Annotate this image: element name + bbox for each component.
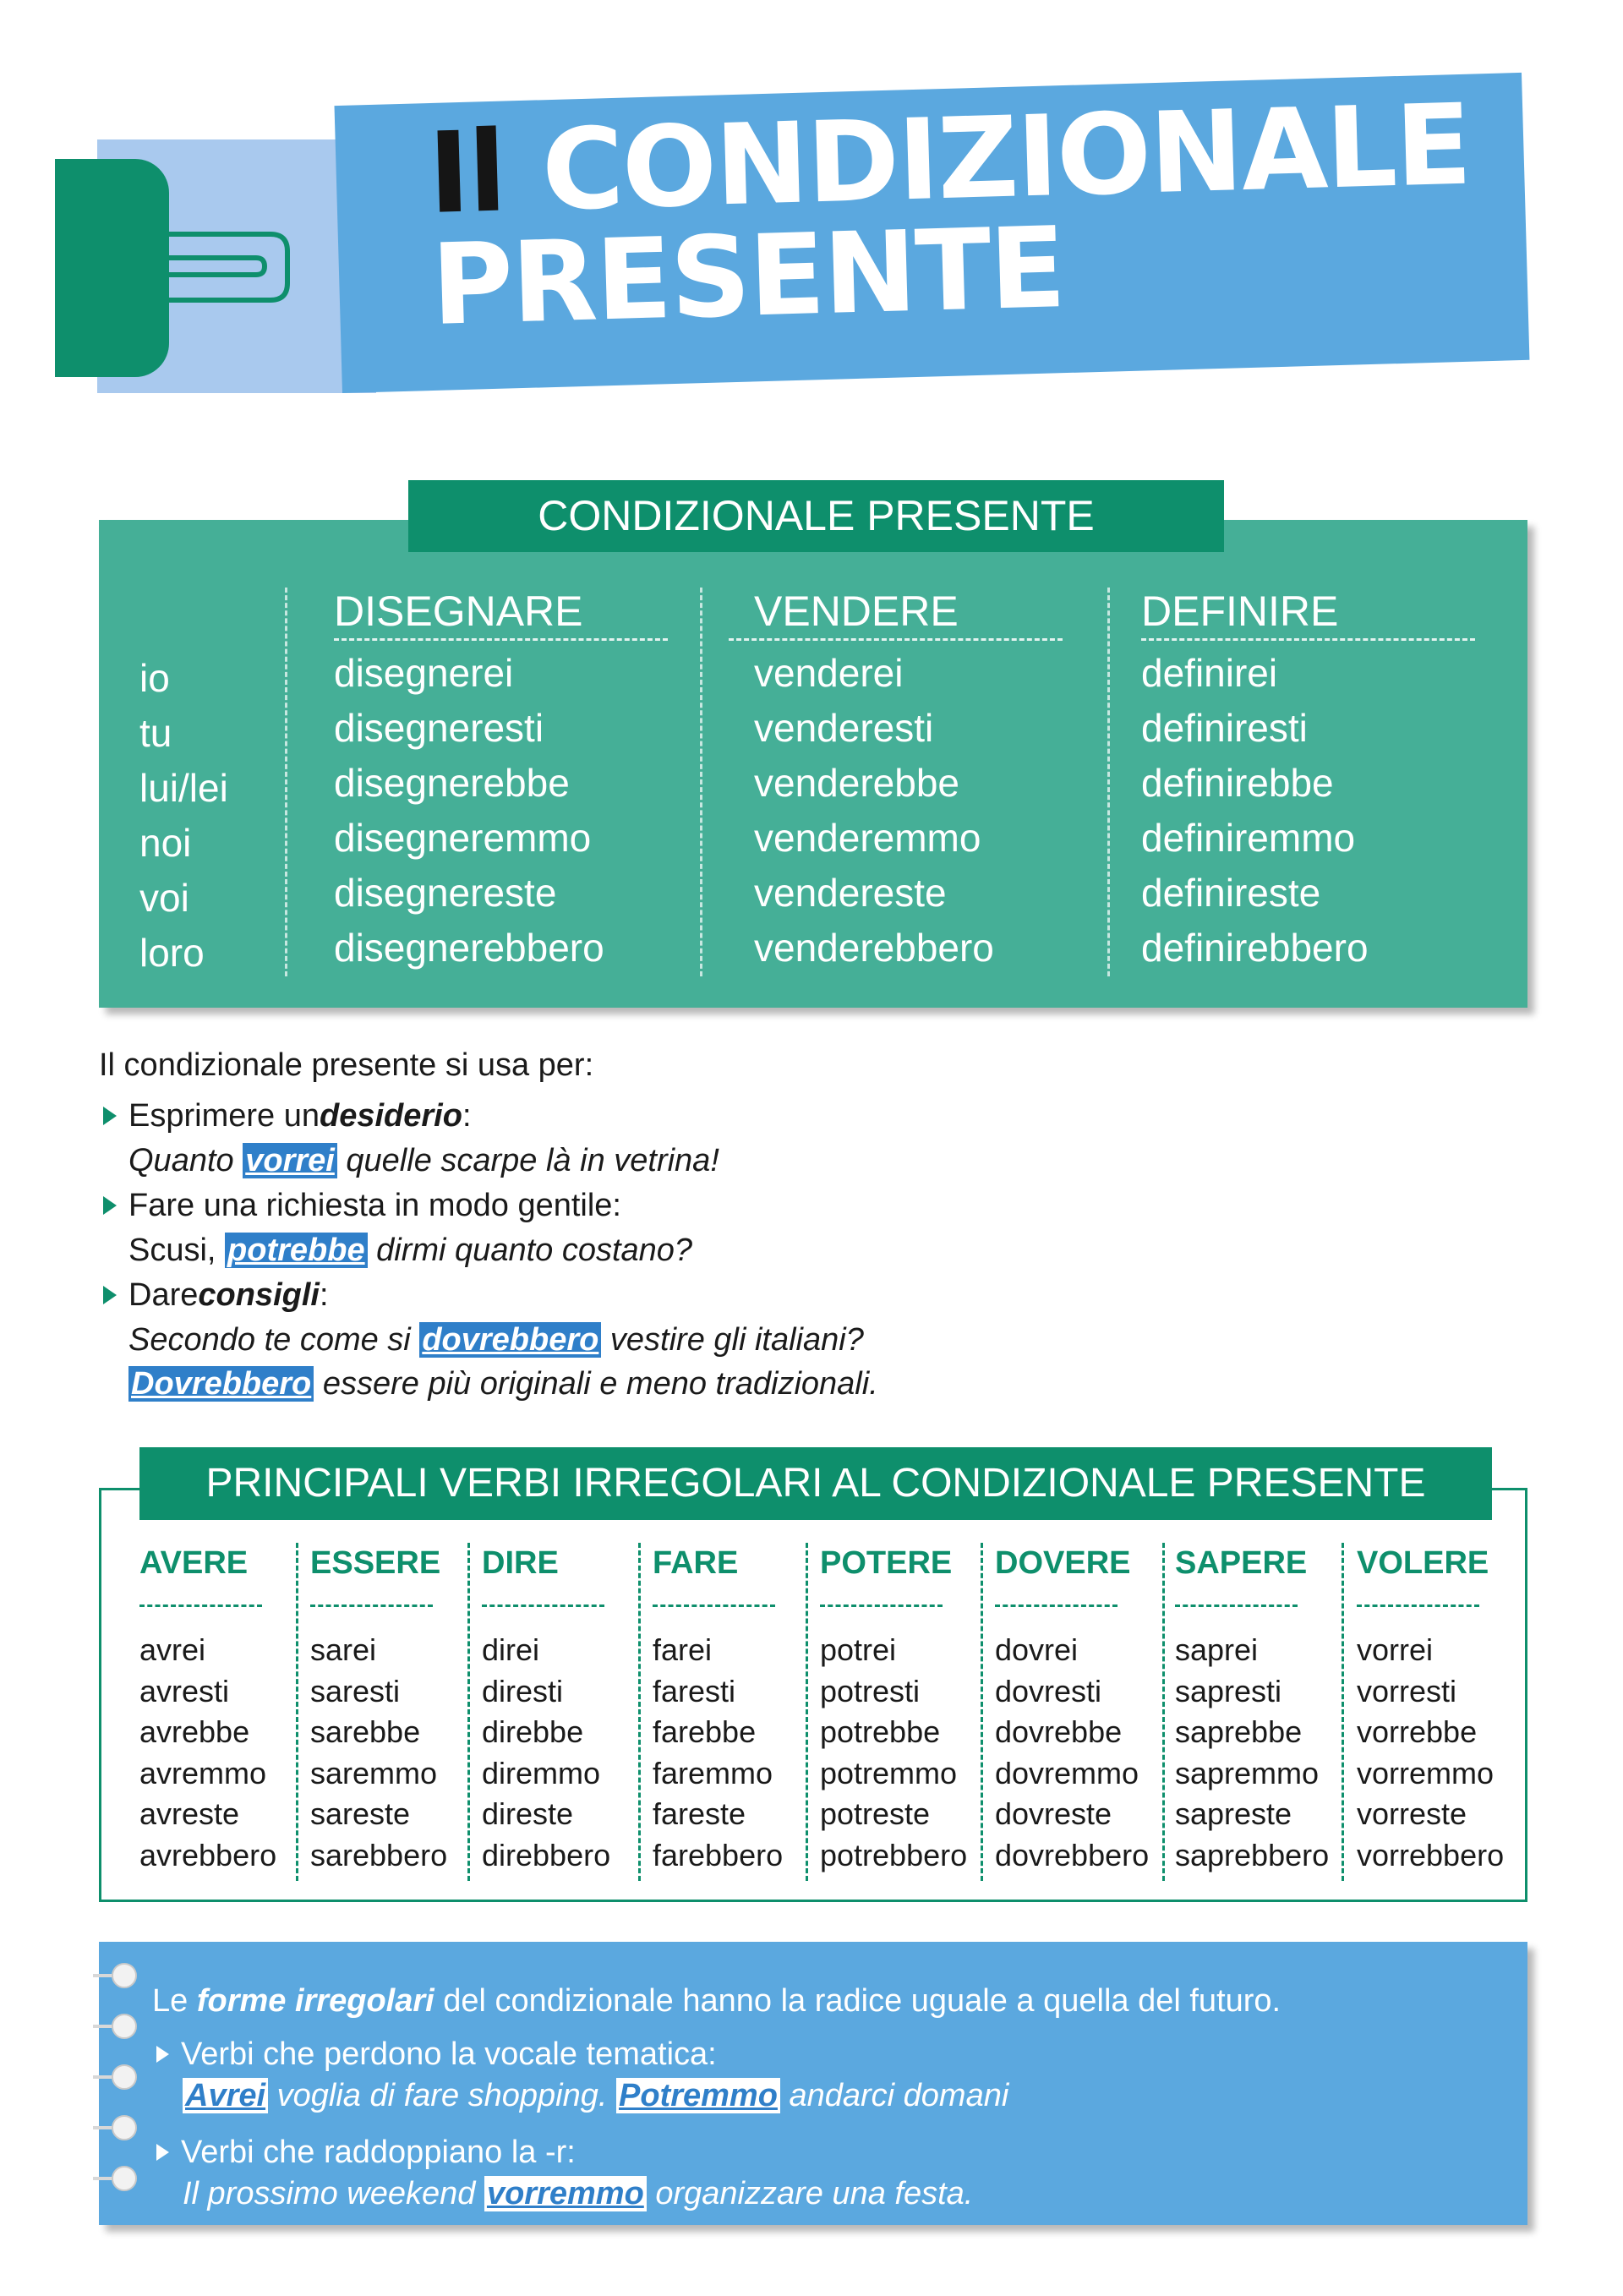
irregular-verb-header: DOVERE xyxy=(995,1545,1131,1581)
usage-item xyxy=(99,1093,1536,1139)
note-line xyxy=(152,1974,1505,2029)
triangle-bullet-icon xyxy=(156,2046,169,2063)
usage-item-text: : xyxy=(319,1277,329,1313)
irregular-form: saresti xyxy=(310,1673,401,1708)
title-line2: PRESENTE xyxy=(429,203,1066,351)
example-text: vestire gli italiani? xyxy=(601,1322,864,1358)
highlighted-verb: Potremmo xyxy=(616,2078,780,2113)
irregular-verb-header: FARE xyxy=(653,1545,739,1581)
column-divider xyxy=(1107,588,1110,976)
pronoun: noi xyxy=(139,821,192,865)
ring-binding-icon xyxy=(112,2064,137,2090)
irregular-form: sarebbero xyxy=(310,1837,448,1872)
irregular-form: diresti xyxy=(482,1673,564,1708)
usage-item-text: : xyxy=(462,1098,472,1134)
verb-column-vendere xyxy=(729,583,1063,976)
verb-form: definiremmo xyxy=(1141,816,1356,860)
irregular-form: dovresti xyxy=(995,1673,1102,1708)
dashed-underline xyxy=(820,1604,943,1630)
column-divider xyxy=(981,1543,983,1881)
irregular-form: potreste xyxy=(820,1796,931,1831)
irregular-form: potrebbe xyxy=(820,1714,941,1749)
irregular-form: dovrebbero xyxy=(995,1837,1150,1872)
example-text: Secondo te come si xyxy=(128,1322,420,1358)
irregular-form: potresti xyxy=(820,1673,921,1708)
irregular-form: saprebbe xyxy=(1175,1714,1303,1749)
dashed-underline xyxy=(310,1604,433,1630)
highlighted-verb: potrebbe xyxy=(225,1233,368,1268)
usage-example xyxy=(99,1318,1536,1362)
dashed-underline xyxy=(139,1604,262,1630)
triangle-bullet-icon xyxy=(103,1196,117,1215)
example-text: Quanto xyxy=(128,1143,243,1178)
usage-item-keyword: consigli xyxy=(198,1277,320,1313)
usage-item-keyword: desiderio xyxy=(319,1098,462,1134)
irregular-form: sareste xyxy=(310,1796,411,1831)
verb-form: venderebbe xyxy=(754,761,959,805)
irregular-form: direbbe xyxy=(482,1714,584,1749)
note-item xyxy=(152,2132,1505,2173)
usage-example xyxy=(99,1228,1536,1272)
verb-form: venderei xyxy=(754,651,904,695)
irregular-column-volere xyxy=(1357,1539,1504,1876)
irregular-form: vorrei xyxy=(1357,1632,1434,1667)
ring-binding-icon xyxy=(112,2014,137,2039)
verb-form: definirei xyxy=(1141,651,1278,695)
pronoun: loro xyxy=(139,931,205,975)
usage-item xyxy=(99,1272,1536,1318)
pronoun: io xyxy=(139,656,170,700)
irregular-form: potremmo xyxy=(820,1755,958,1790)
pronoun: lui/lei xyxy=(139,766,228,810)
verb-header: DEFINIRE xyxy=(1141,583,1475,641)
verb-column-disegnare xyxy=(334,583,668,976)
verb-column-definire xyxy=(1141,583,1475,976)
irregular-form: avresti xyxy=(139,1673,230,1708)
irregular-form: farei xyxy=(653,1632,713,1667)
irregular-form: avrebbero xyxy=(139,1837,277,1872)
irregular-form: sapremmo xyxy=(1175,1755,1320,1790)
verb-form: definirebbero xyxy=(1141,926,1369,970)
verb-form: definireste xyxy=(1141,871,1321,915)
column-divider xyxy=(285,588,287,976)
irregular-form: avremmo xyxy=(139,1755,267,1790)
pronoun: tu xyxy=(139,711,172,755)
verb-form: venderebbero xyxy=(754,926,994,970)
title-line1: CONDIZIONALE xyxy=(539,79,1473,237)
example-text: Scusi, xyxy=(128,1233,226,1268)
irregular-form: avrei xyxy=(139,1632,206,1667)
irregular-form: vorresti xyxy=(1357,1673,1457,1708)
irregular-form: farebbero xyxy=(653,1837,784,1872)
irregular-form: vorreste xyxy=(1357,1796,1467,1831)
irregular-form: sapresti xyxy=(1175,1673,1282,1708)
note-example xyxy=(152,2173,1505,2215)
verb-form: disegneresti xyxy=(334,706,544,750)
irregular-form: sarei xyxy=(310,1632,377,1667)
pronoun-column xyxy=(139,651,228,981)
verb-form: venderemmo xyxy=(754,816,981,860)
irregular-form: vorrebbe xyxy=(1357,1714,1478,1749)
irregular-form: faresti xyxy=(653,1673,736,1708)
column-divider xyxy=(638,1543,641,1881)
highlighted-verb: vorrei xyxy=(243,1143,337,1178)
note-content xyxy=(152,1974,1505,2215)
pronoun: voi xyxy=(139,876,189,920)
irregular-verb-header: VOLERE xyxy=(1357,1545,1489,1581)
irregular-column-sapere xyxy=(1175,1539,1329,1876)
irregular-form: diremmo xyxy=(482,1755,601,1790)
example-text: dirmi quanto costano? xyxy=(367,1233,693,1268)
verb-form: disegnerei xyxy=(334,651,514,695)
note-example xyxy=(152,2075,1505,2117)
irregular-form: dovrebbe xyxy=(995,1714,1123,1749)
irregular-form: vorrebbero xyxy=(1357,1837,1505,1872)
irregular-form: saremmo xyxy=(310,1755,438,1790)
usage-example xyxy=(99,1139,1536,1183)
irregular-column-dovere xyxy=(995,1539,1149,1876)
triangle-bullet-icon xyxy=(103,1286,117,1304)
irregular-verbs-label: PRINCIPALI VERBI IRREGOLARI AL CONDIZIONALE PRESENTE xyxy=(139,1447,1492,1520)
usage-item xyxy=(99,1183,1536,1228)
irregular-verb-header: SAPERE xyxy=(1175,1545,1308,1581)
usage-section xyxy=(99,1038,1536,1406)
highlighted-verb: dovrebbero xyxy=(419,1322,601,1358)
irregular-form: potrebbero xyxy=(820,1837,968,1872)
irregular-form: avrebbe xyxy=(139,1714,250,1749)
highlighted-verb: vorremmo xyxy=(484,2176,647,2211)
irregular-form: direbbero xyxy=(482,1837,611,1872)
usage-item-text: Dare xyxy=(128,1277,199,1313)
verb-header: DISEGNARE xyxy=(334,583,668,641)
ring-binding-icon xyxy=(112,2115,137,2140)
highlighted-verb: Avrei xyxy=(183,2078,268,2113)
irregular-form: vorremmo xyxy=(1357,1755,1495,1790)
irregular-form: direste xyxy=(482,1796,574,1831)
highlighted-verb: Dovrebbero xyxy=(128,1366,314,1402)
note-text: del condizionale hanno la radice uguale a quella del futuro. xyxy=(434,1983,1281,2019)
verb-form: disegnerebbe xyxy=(334,761,570,805)
irregular-column-fare xyxy=(653,1539,783,1876)
column-divider xyxy=(1342,1543,1344,1881)
note-item xyxy=(152,2034,1505,2075)
note-text: Le xyxy=(152,1983,197,2019)
irregular-form: direi xyxy=(482,1632,540,1667)
example-text: essere più originali e meno tradizionali. xyxy=(314,1366,878,1402)
usage-example xyxy=(99,1362,1536,1406)
irregular-verb-header: AVERE xyxy=(139,1545,249,1581)
usage-intro: Il condizionale presente si usa per: xyxy=(99,1047,594,1083)
column-divider xyxy=(1162,1543,1165,1881)
irregular-form: faremmo xyxy=(653,1755,773,1790)
verb-form: venderesti xyxy=(754,706,934,750)
irregular-form: avreste xyxy=(139,1796,240,1831)
verb-form: disegnerebbero xyxy=(334,926,604,970)
irregular-column-avere xyxy=(139,1539,276,1876)
page-title xyxy=(426,79,1532,351)
irregular-form: potrei xyxy=(820,1632,897,1667)
irregular-column-potere xyxy=(820,1539,967,1876)
column-divider xyxy=(296,1543,298,1881)
irregular-column-essere xyxy=(310,1539,447,1876)
note-example-text: Il prossimo weekend xyxy=(183,2176,484,2211)
title-il: Il xyxy=(426,107,507,239)
binder-clip-wire-icon xyxy=(165,216,298,317)
note-item-text: Verbi che perdono la vocale tematica: xyxy=(181,2036,717,2072)
binder-clip-icon xyxy=(55,159,169,377)
column-divider xyxy=(806,1543,808,1881)
example-text: quelle scarpe là in vetrina! xyxy=(336,1143,719,1178)
irregular-verb-header: POTERE xyxy=(820,1545,953,1581)
irregular-verb-header: DIRE xyxy=(482,1545,559,1581)
ring-binding-icon xyxy=(112,1963,137,1988)
dashed-underline xyxy=(995,1604,1118,1630)
usage-item-text: Fare una richiesta in modo gentile: xyxy=(128,1188,621,1223)
column-divider xyxy=(700,588,702,976)
usage-item-text: Esprimere un xyxy=(128,1098,320,1134)
verb-form: vendereste xyxy=(754,871,947,915)
ring-binding-icon xyxy=(112,2166,137,2191)
verb-form: disegneremmo xyxy=(334,816,592,860)
irregular-verb-header: ESSERE xyxy=(310,1545,441,1581)
irregular-form: saprei xyxy=(1175,1632,1259,1667)
irregular-form: saprebbero xyxy=(1175,1837,1330,1872)
triangle-bullet-icon xyxy=(156,2144,169,2161)
irregular-form: dovremmo xyxy=(995,1755,1139,1790)
verb-form: disegnereste xyxy=(334,871,557,915)
dashed-underline xyxy=(653,1604,775,1630)
column-divider xyxy=(467,1543,470,1881)
irregular-form: dovrei xyxy=(995,1632,1079,1667)
triangle-bullet-icon xyxy=(103,1107,117,1125)
irregular-form: dovreste xyxy=(995,1796,1112,1831)
note-keyword: forme irregolari xyxy=(196,1983,434,2019)
note-example-text: voglia di fare shopping. xyxy=(268,2078,616,2113)
dashed-underline xyxy=(1175,1604,1298,1630)
irregular-form: farebbe xyxy=(653,1714,757,1749)
irregular-form: fareste xyxy=(653,1796,746,1831)
verb-form: definirebbe xyxy=(1141,761,1334,805)
verb-header: VENDERE xyxy=(729,583,1063,641)
irregular-form: sarebbe xyxy=(310,1714,421,1749)
irregular-form: sapreste xyxy=(1175,1796,1292,1831)
dashed-underline xyxy=(1357,1604,1479,1630)
verb-form: definiresti xyxy=(1141,706,1308,750)
note-example-text: organizzare una festa. xyxy=(646,2176,974,2211)
conjugation-label: CONDIZIONALE PRESENTE xyxy=(408,480,1224,552)
dashed-underline xyxy=(482,1604,604,1630)
note-item-text: Verbi che raddoppiano la -r: xyxy=(181,2135,576,2170)
irregular-column-dire xyxy=(482,1539,610,1876)
note-example-text: andarci domani xyxy=(779,2078,1009,2113)
